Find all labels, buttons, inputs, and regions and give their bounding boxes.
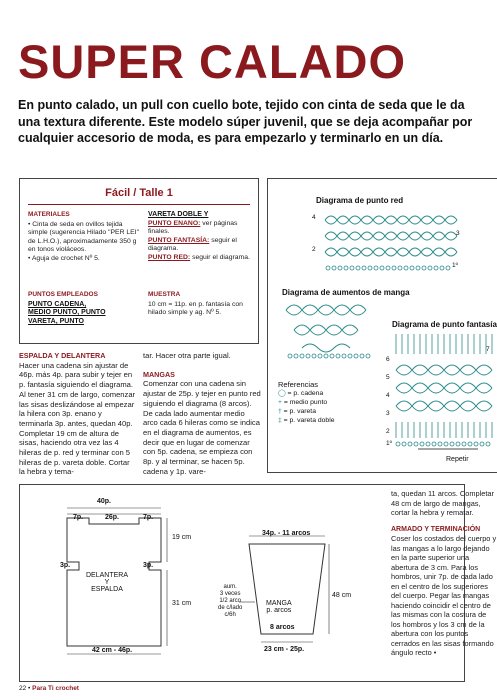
legend-text: = medio punto [283, 399, 328, 406]
bottom-width-label: 42 cm - 46p. [92, 647, 133, 654]
stitch-name: PUNTO RED: [148, 253, 191, 261]
sleeve-label-line: p. arcos [266, 607, 292, 614]
armhole-label: 3p. [143, 562, 154, 569]
section-text: ta, quedan 11 arcos. Completar 48 cm de largo de mangas, cortar la hebra y rematar. [391, 489, 494, 517]
legend-item [278, 416, 335, 425]
row-number: 2 [386, 428, 390, 435]
page-title: SUPER CALADO [18, 35, 407, 88]
neck-width-label: 26p. [105, 514, 120, 521]
body-piece-label [86, 572, 128, 593]
difficulty-size: Fácil / Talle 1 [105, 187, 173, 199]
stitch-name: PUNTO ENANO: [148, 219, 201, 227]
row-number: 6 [386, 356, 390, 363]
legend-text: = p. vareta doble [283, 417, 335, 424]
section-text: Comenzar con una cadena sin ajustar de 25p. y tejer en punto red siguiendo el diagrama (8 arcos). De cada lado aumentar medio arco cada 6 hileras como se indica en el diagrama de aumentos, es decir que en lugar de comenzar con 5p. cadena, se empieza con 8p. y al terminar, se hacen 5p. cadena y 1p. vare- [143, 379, 261, 476]
legend-item [278, 389, 335, 398]
left-shoulder-label: 7p. [73, 514, 84, 521]
legend-text: = p. cadena [287, 390, 324, 397]
legend-title: Referencias [278, 380, 319, 389]
section-title: ARMADO Y TERMINACIÓN [391, 525, 481, 533]
chain-icon: ◯ [278, 390, 286, 397]
section-title: MANGAS [143, 369, 175, 379]
stitch-name: MEDIO PUNTO, PUNTO [28, 309, 106, 317]
info-box [19, 178, 259, 344]
materials-title: MATERIALES [28, 211, 70, 218]
increase-note [218, 584, 242, 619]
stitch-notes [148, 211, 254, 263]
row-number: 3 [456, 230, 460, 237]
sleeve-label-line: MANGA [266, 600, 292, 607]
materials-item: • Aguja de crochet Nº 5. [28, 254, 100, 262]
fancy-stitch-diagram [392, 330, 496, 452]
diagram-title-increases: Diagrama de aumentos de manga [282, 288, 410, 297]
legend-item [278, 407, 335, 416]
sleeve-piece-label [266, 600, 292, 614]
row-number: 3 [386, 410, 390, 417]
legend-item [278, 398, 335, 407]
increase-diagram [282, 296, 378, 362]
net-stitch-diagram [320, 206, 460, 274]
armhole-height-label: 19 cm [172, 534, 192, 541]
repeat-label: Repetir [446, 456, 469, 463]
top-width-label: 40p. [97, 498, 112, 505]
row-number: 2 [312, 246, 316, 253]
stitches-block [28, 291, 140, 326]
body-height-label: 31 cm [172, 600, 192, 607]
stitch-name: PUNTO CADENA, [28, 300, 87, 308]
text-column-1 [19, 351, 137, 477]
row-number: 7 [486, 346, 490, 353]
materials-item: • Cinta de seda en ovillos tejida simple (sugerencia Hilado "PER LEI" de L.H.O.), aproximadamente 350 g en tonos violáceos. [28, 220, 139, 254]
stitch-name: PUNTO FANTASÍA: [148, 236, 210, 244]
note-line: aum. [223, 584, 237, 590]
row-number: 1º [452, 262, 458, 269]
sleeve-top-label: 34p. - 11 arcos [262, 530, 311, 537]
gauge-block [148, 291, 254, 318]
note-line: 1/2 arco [219, 598, 242, 604]
diagram-title-red: Diagrama de punto red [316, 196, 404, 205]
page-footer: 22 • Para Ti crochet [19, 685, 79, 692]
text-column-2 [143, 351, 261, 476]
stitches-title: PUNTOS EMPLEADOS [28, 291, 98, 298]
diagram-title-fancy: Diagrama de punto fantasía [392, 320, 497, 329]
stitch-desc: seguir el diagrama. [148, 236, 237, 253]
row-number: 4 [312, 214, 316, 221]
right-shoulder-label: 7p. [143, 514, 154, 521]
body-label-line: DELANTERA [86, 572, 129, 579]
body-label-line: Y [104, 579, 110, 586]
row-number: 1º [386, 440, 392, 447]
treble-crochet-icon: ‡ [278, 417, 282, 424]
stitch-name: VARETA, PUNTO [28, 317, 85, 325]
body-label-line: ESPALDA [91, 586, 123, 593]
row-number: 5 [386, 374, 390, 381]
section-text: tar. Hacer otra parte igual. [143, 351, 231, 360]
publication-name: Para Ti crochet [32, 685, 79, 692]
stitch-desc: seguir el diagrama. [192, 253, 250, 261]
text-column-3 [391, 489, 497, 658]
section-text: Hacer una cadena sin ajustar de 46p. más 4p. para subir y tejer en p. fantasía siguiendo el diagrama. Al tener 31 cm de largo, comenzar las sisas deslizándose al empezar la hilera con 3p. enano y terminarla 3p. antes, quedan 40p. Completar 19 cm de altura de sisas, haciendo otra vez las 4 hileras de p. red y terminar con 5 hileras de p. vareta doble. Cortar la hebra y tema- [19, 360, 136, 477]
legend-text: = p. vareta [283, 408, 316, 415]
gauge-text: 10 cm = 11p. en p. fantasía con hilado simple y ag. Nº 5. [148, 300, 243, 317]
stitch-desc: ver páginas finales. [148, 219, 238, 236]
armhole-label: 3p. [60, 562, 71, 569]
note-line: 3 veces [219, 591, 241, 597]
single-crochet-icon: + [278, 399, 282, 406]
stitch-name: VARETA DOBLE Y [148, 211, 209, 218]
materials-block [28, 211, 140, 264]
sleeve-height-label: 48 cm [332, 592, 352, 599]
divider [28, 204, 250, 205]
sleeve-bottom-label: 23 cm - 25p. [264, 646, 305, 653]
legend [278, 380, 335, 425]
note-line: de c/lado [218, 605, 243, 611]
section-title: ESPALDA Y DELANTERA [19, 351, 106, 360]
page-number: 22 [19, 685, 27, 692]
sleeve-arcs-label: 8 arcos [270, 624, 295, 631]
intro-paragraph: En punto calado, un pull con cuello bote, tejido con cinta de seda que le da una textura diferente. Este modelo súper juvenil, que se deja acompañar por cualquier accesorio de moda, es para empezarlo y terminarlo en un día. [18, 98, 473, 145]
note-line: c/6h [224, 612, 236, 618]
double-crochet-icon: † [278, 408, 282, 415]
section-text: Coser los costados del cuerpo y las mangas a lo largo dejando en la parte superior una abertura de 3 cm. Para los hombros, unir 7p. de cada lado en el centro de los superiores del cuerpo. Pegar las mangas haciendo coincidir el centro de las mismas con la costura de los hombros y los 3 cm de la abertura con los puntos cerrados en las sisas formando ángulo recto • [391, 534, 497, 657]
row-number: 4 [386, 392, 390, 399]
gauge-title: MUESTRA [148, 291, 181, 298]
